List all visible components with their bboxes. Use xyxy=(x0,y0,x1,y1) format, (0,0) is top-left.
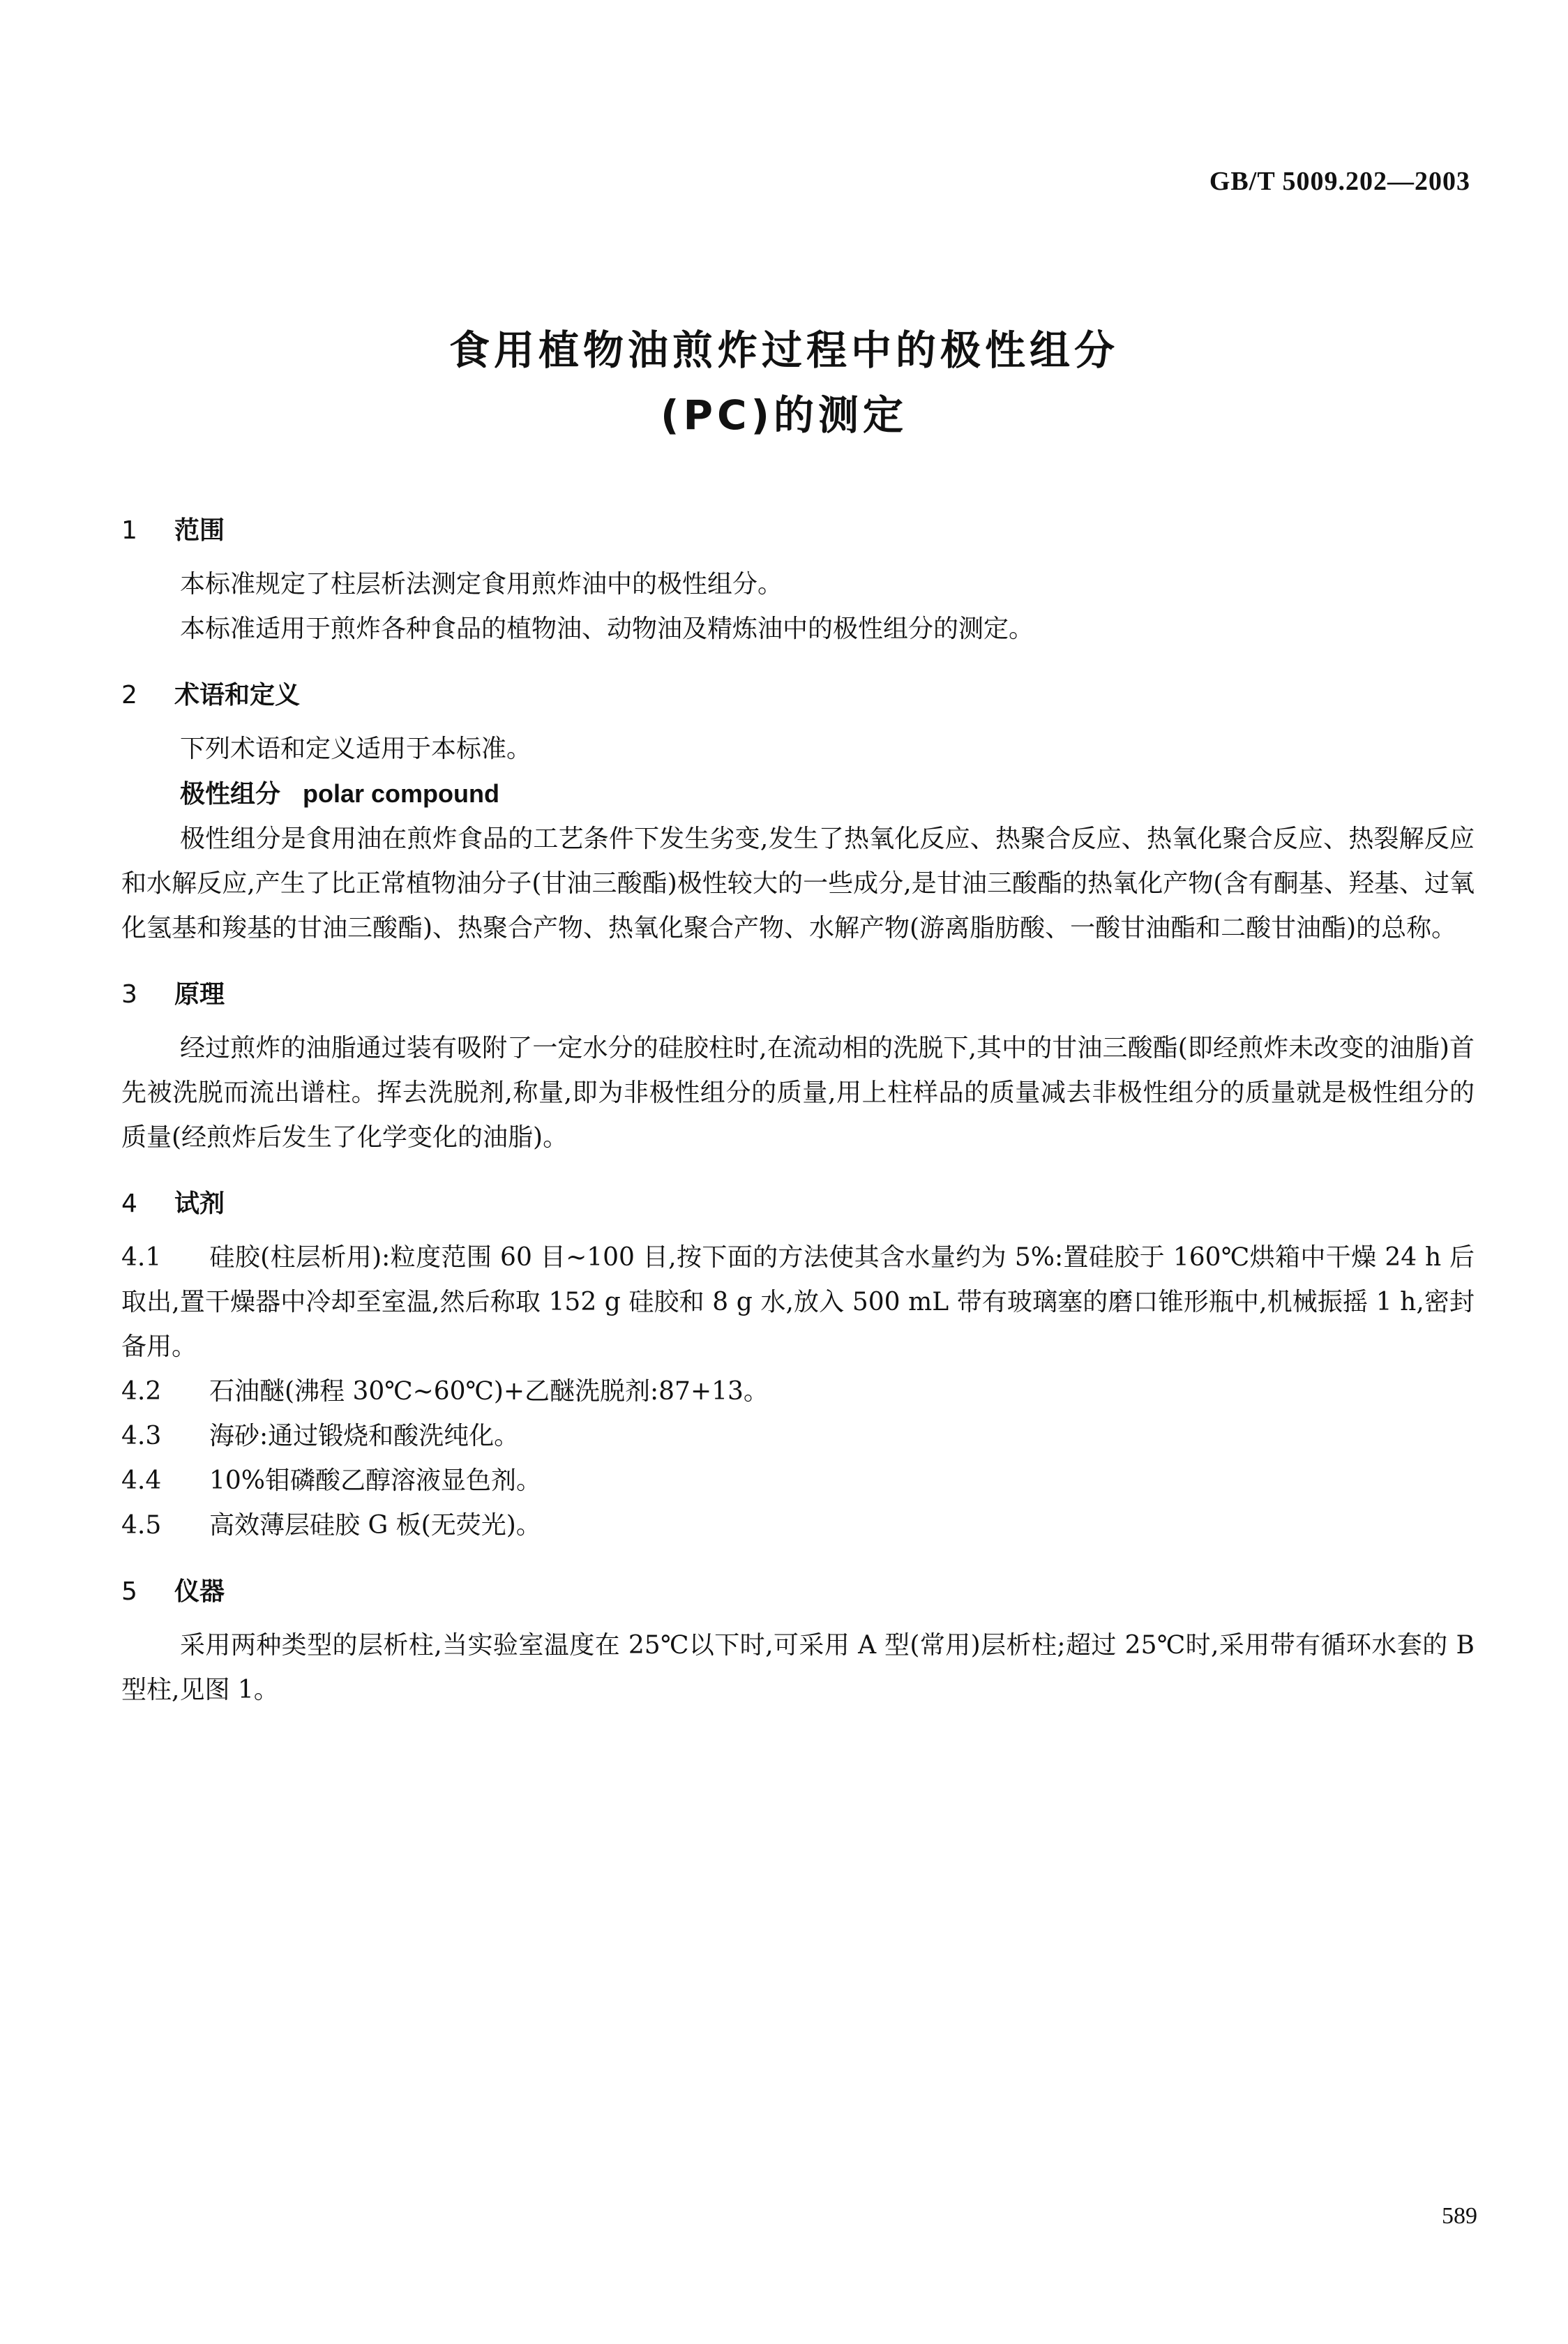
section-title: 术语和定义 xyxy=(174,681,301,709)
reagent-item xyxy=(121,1414,1475,1459)
section-title: 范围 xyxy=(174,516,225,545)
item-number: 4.2 xyxy=(121,1377,162,1406)
section-title: 仪器 xyxy=(174,1577,225,1606)
reagent-item xyxy=(121,1369,1475,1414)
item-text: 硅胶(柱层析用):粒度范围 60 目~100 目,按下面的方法使其含水量约为 5%:置硅胶于 160℃烘箱中干燥 24 h 后取出,置干燥器中冷却至室温,然后称取 152 g 硅胶和 8 g 水,放入 500 mL 带有玻璃塞的磨口锥形瓶中,机械振摇 1 h,密封备用。 xyxy=(121,1243,1475,1361)
section-title: 原理 xyxy=(174,980,225,1009)
term-chinese: 极性组分 xyxy=(180,780,281,809)
section-heading-scope xyxy=(121,508,1475,554)
reagent-item xyxy=(121,1459,1475,1503)
section-heading-apparatus xyxy=(121,1569,1475,1615)
item-text: 高效薄层硅胶 G 板(无荧光)。 xyxy=(209,1511,541,1540)
section-number: 1 xyxy=(121,516,137,545)
terms-intro: 下列术语和定义适用于本标准。 xyxy=(180,735,532,763)
scope-paragraph: 本标准适用于煎炸各种食品的植物油、动物油及精炼油中的极性组分的测定。 xyxy=(180,615,1034,643)
section-heading-terms xyxy=(121,673,1475,719)
document-body xyxy=(121,508,1475,1713)
section-title: 试剂 xyxy=(174,1189,225,1218)
document-title-line-2: (PC)的测定 xyxy=(660,391,908,439)
item-number: 4.5 xyxy=(121,1511,162,1540)
item-number: 4.3 xyxy=(121,1422,162,1450)
item-text: 石油醚(沸程 30℃~60℃)+乙醚洗脱剂:87+13。 xyxy=(209,1377,769,1406)
section-number: 2 xyxy=(121,681,137,709)
reagent-item xyxy=(121,1503,1475,1548)
term-definition: 极性组分是食用油在煎炸食品的工艺条件下发生劣变,发生了热氧化反应、热聚合反应、热氧化聚合反应、热裂解反应和水解反应,产生了比正常植物油分子(甘油三酸酯)极性较大的一些成分,是甘油三酸酯的热氧化产物(含有酮基、羟基、过氧化氢基和羧基的甘油三酸酯)、热聚合产物、热氧化聚合产物、水解产物(游离脂肪酸、一酸甘油酯和二酸甘油酯)的总称。 xyxy=(121,825,1475,942)
principle-paragraph: 经过煎炸的油脂通过装有吸附了一定水分的硅胶柱时,在流动相的洗脱下,其中的甘油三酸酯(即经煎炸未改变的油脂)首先被洗脱而流出谱柱。挥去洗脱剂,称量,即为非极性组分的质量,用上柱样品的质量减去非极性组分的质量就是极性组分的质量(经煎炸后发生了化学变化的油脂)。 xyxy=(121,1034,1475,1152)
section-number: 3 xyxy=(121,980,137,1009)
term-entry xyxy=(121,772,1475,817)
item-text: 10%钼磷酸乙醇溶液显色剂。 xyxy=(209,1466,542,1495)
item-text: 海砂:通过锻烧和酸洗纯化。 xyxy=(209,1422,520,1450)
reagent-item xyxy=(121,1227,1475,1369)
scope-paragraph: 本标准规定了柱层析法测定食用煎炸油中的极性组分。 xyxy=(180,570,783,599)
term-english: polar compound xyxy=(303,779,500,808)
section-number: 4 xyxy=(121,1189,137,1218)
section-heading-principle xyxy=(121,972,1475,1018)
standard-code: GB/T 5009.202—2003 xyxy=(1209,167,1470,196)
document-title-line-1: 食用植物油煎炸过程中的极性组分 xyxy=(448,326,1119,374)
page-number: 589 xyxy=(1442,2203,1477,2229)
item-number: 4.1 xyxy=(121,1243,162,1272)
section-heading-reagents xyxy=(121,1181,1475,1227)
apparatus-paragraph: 采用两种类型的层析柱,当实验室温度在 25℃以下时,可采用 A 型(常用)层析柱;超过 25℃时,采用带有循环水套的 B 型柱,见图 1。 xyxy=(121,1631,1475,1704)
item-number: 4.4 xyxy=(121,1466,162,1495)
section-number: 5 xyxy=(121,1577,137,1606)
